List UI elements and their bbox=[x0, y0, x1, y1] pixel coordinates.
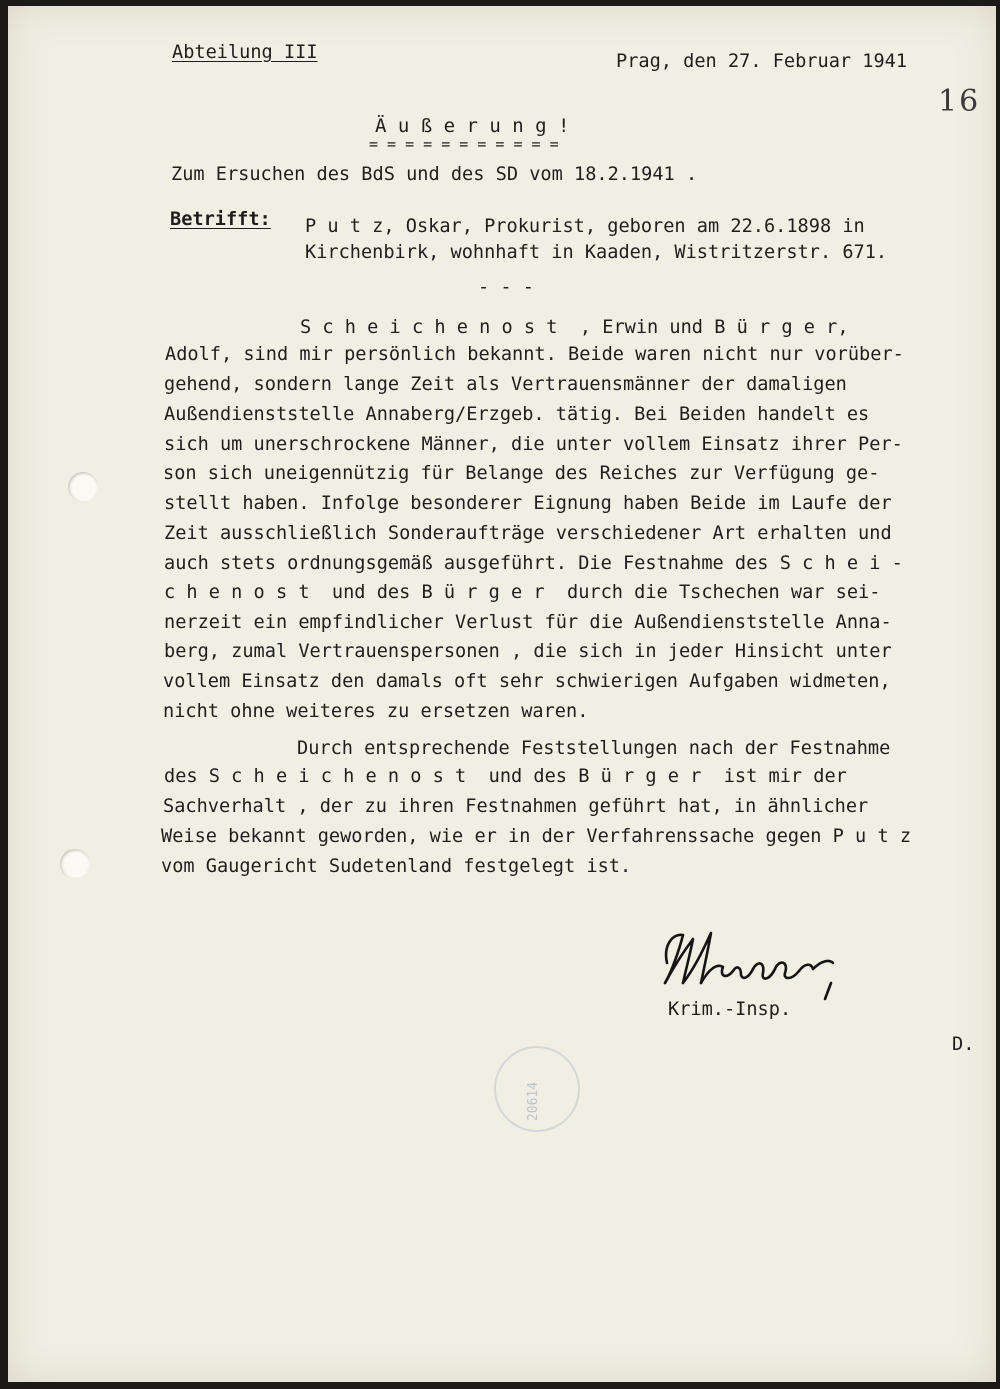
punch-hole-bottom bbox=[60, 849, 90, 879]
subject-label: Betrifft: bbox=[170, 209, 271, 230]
typist-initial: D. bbox=[952, 1034, 975, 1055]
body-line: son sich uneigennützig für Belange des Reiches zur Verfügung ge- bbox=[163, 463, 880, 484]
department-heading: Abteilung III bbox=[172, 42, 318, 63]
signature-title: Krim.-Insp. bbox=[668, 999, 792, 1020]
body-line: Weise bekannt geworden, wie er in der Verfahrenssache gegen P u t z bbox=[161, 826, 912, 847]
body-line: Durch entsprechende Feststellungen nach der Festnahme bbox=[297, 738, 891, 759]
body-line: auch stets ordnungsgemäß ausgeführt. Die Festnahme des S c h e i - bbox=[164, 553, 903, 574]
body-line: Sachverhalt , der zu ihren Festnahmen geführt hat, in ähnlicher bbox=[163, 796, 869, 817]
place-date: Prag, den 27. Februar 1941 bbox=[616, 51, 908, 72]
body-line: S c h e i c h e n o s t , Erwin und B ü r g e r, bbox=[300, 317, 849, 338]
reference-line: Zum Ersuchen des BdS und des SD vom 18.2.1941 . bbox=[171, 164, 698, 185]
separator: - - - bbox=[478, 277, 534, 298]
body-line: vollem Einsatz den damals oft sehr schwierigen Aufgaben widmeten, bbox=[163, 671, 891, 692]
body-line: nicht ohne weiteres zu ersetzen waren. bbox=[163, 701, 589, 722]
body-line: nerzeit ein empfindlicher Verlust für die Außendienststelle Anna- bbox=[164, 612, 892, 633]
body-line: vom Gaugericht Sudetenland festgelegt ist. bbox=[161, 856, 632, 877]
title-underline: = = = = = = = = = = = bbox=[369, 135, 559, 153]
body-line: Außendienststelle Annaberg/Erzgeb. tätig. Bei Beiden handelt es bbox=[164, 404, 870, 425]
body-line: Adolf, sind mir persönlich bekannt. Beide waren nicht nur vorüber- bbox=[165, 344, 904, 365]
body-line: sich um unerschrockene Männer, die unter vollem Einsatz ihrer Per- bbox=[164, 434, 903, 455]
document-title: Ä u ß e r u n g ! bbox=[375, 115, 570, 137]
body-line: Zeit ausschließlich Sonderaufträge verschiedener Art erhalten und bbox=[164, 523, 892, 544]
body-line: des S c h e i c h e n o s t und des B ü r g e r ist mir der bbox=[164, 766, 847, 787]
body-line: berg, zumal Vertrauenspersonen , die sich in jeder Hinsicht unter bbox=[164, 641, 892, 662]
stamp-number: 20614 bbox=[526, 1081, 542, 1122]
subject-line: P u t z, Oskar, Prokurist, geboren am 22.6.1898 in bbox=[305, 216, 865, 237]
handwritten-signature bbox=[653, 921, 853, 1001]
body-line: gehend, sondern lange Zeit als Vertrauensmänner der damaligen bbox=[164, 374, 847, 395]
subject-line: Kirchenbirk, wohnhaft in Kaaden, Wistritzerstr. 671. bbox=[305, 242, 888, 263]
document-page bbox=[8, 6, 996, 1382]
folio-number: 16 bbox=[938, 84, 981, 119]
punch-hole-top bbox=[68, 472, 98, 502]
body-line: stellt haben. Infolge besonderer Eignung haben Beide im Laufe der bbox=[164, 493, 892, 514]
body-line: c h e n o s t und des B ü r g e r durch die Tschechen war sei- bbox=[164, 582, 881, 603]
